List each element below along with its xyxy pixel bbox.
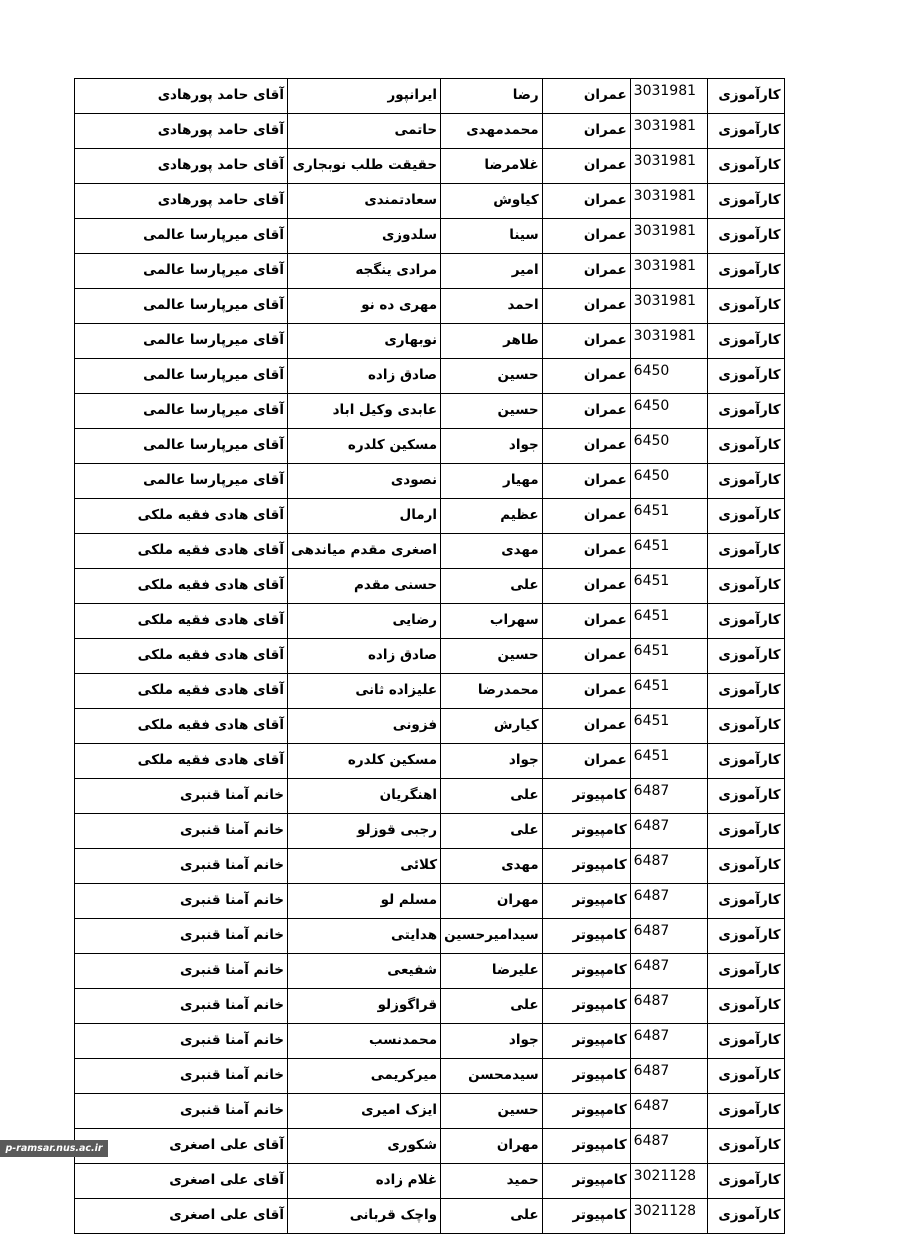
supervisor-cell: آقای حامد پورهادی — [75, 149, 288, 184]
last-name-cell: محمدنسب — [288, 1024, 441, 1059]
internship-type-cell: کارآموزی — [707, 289, 784, 324]
course-code-cell: 6487 — [630, 919, 707, 954]
table-row — [75, 1199, 785, 1234]
last-name-cell: میرکریمی — [288, 1059, 441, 1094]
supervisor-cell: آقای هادی فقیه ملکی — [75, 604, 288, 639]
first-name-cell: سهراب — [441, 604, 543, 639]
internship-type-cell: کارآموزی — [707, 359, 784, 394]
first-name-cell: حسین — [441, 1094, 543, 1129]
first-name-cell: محمدمهدی — [441, 114, 543, 149]
course-code-cell: 6450 — [630, 464, 707, 499]
table-row — [75, 849, 785, 884]
major-cell: کامپیوتر — [542, 1164, 630, 1199]
last-name-cell: غلام زاده — [288, 1164, 441, 1199]
last-name-cell: مسکین کلدره — [288, 744, 441, 779]
major-cell: عمران — [542, 429, 630, 464]
last-name-cell: شفیعی — [288, 954, 441, 989]
internship-type-cell: کارآموزی — [707, 499, 784, 534]
table-row — [75, 149, 785, 184]
major-cell: عمران — [542, 289, 630, 324]
first-name-cell: علی — [441, 814, 543, 849]
supervisor-cell: خانم آمنا قنبری — [75, 849, 288, 884]
internship-type-cell: کارآموزی — [707, 1199, 784, 1234]
course-code-cell: 6487 — [630, 954, 707, 989]
supervisor-cell: آقای هادی فقیه ملکی — [75, 639, 288, 674]
course-code-cell: 3021128 — [630, 1199, 707, 1234]
major-cell: عمران — [542, 744, 630, 779]
first-name-cell: جواد — [441, 1024, 543, 1059]
supervisor-cell: خانم آمنا قنبری — [75, 814, 288, 849]
major-cell: کامپیوتر — [542, 1199, 630, 1234]
course-code-cell: 6487 — [630, 779, 707, 814]
internship-type-cell: کارآموزی — [707, 604, 784, 639]
last-name-cell: شکوری — [288, 1129, 441, 1164]
first-name-cell: مهیار — [441, 464, 543, 499]
major-cell: عمران — [542, 569, 630, 604]
major-cell: عمران — [542, 534, 630, 569]
internship-type-cell: کارآموزی — [707, 709, 784, 744]
first-name-cell: عظیم — [441, 499, 543, 534]
last-name-cell: نوبهاری — [288, 324, 441, 359]
course-code-cell: 6451 — [630, 744, 707, 779]
supervisor-cell: آقای میرپارسا عالمی — [75, 464, 288, 499]
major-cell: عمران — [542, 464, 630, 499]
major-cell: کامپیوتر — [542, 814, 630, 849]
last-name-cell: نصودی — [288, 464, 441, 499]
internship-type-cell: کارآموزی — [707, 989, 784, 1024]
major-cell: کامپیوتر — [542, 1024, 630, 1059]
internship-type-cell: کارآموزی — [707, 149, 784, 184]
internship-type-cell: کارآموزی — [707, 674, 784, 709]
supervisor-cell: آقای میرپارسا عالمی — [75, 394, 288, 429]
major-cell: عمران — [542, 674, 630, 709]
supervisor-cell: آقای میرپارسا عالمی — [75, 324, 288, 359]
supervisor-cell: خانم آمنا قنبری — [75, 779, 288, 814]
major-cell: کامپیوتر — [542, 779, 630, 814]
internship-type-cell: کارآموزی — [707, 814, 784, 849]
table-row — [75, 1024, 785, 1059]
table-row — [75, 499, 785, 534]
table-row — [75, 639, 785, 674]
table-row — [75, 429, 785, 464]
course-code-cell: 6487 — [630, 884, 707, 919]
internship-type-cell: کارآموزی — [707, 849, 784, 884]
internship-type-cell: کارآموزی — [707, 429, 784, 464]
table-row — [75, 79, 785, 114]
internship-type-cell: کارآموزی — [707, 1164, 784, 1199]
last-name-cell: قراگوزلو — [288, 989, 441, 1024]
first-name-cell: علی — [441, 569, 543, 604]
first-name-cell: علی — [441, 779, 543, 814]
course-code-cell: 6450 — [630, 359, 707, 394]
first-name-cell: کیاوش — [441, 184, 543, 219]
major-cell: کامپیوتر — [542, 1094, 630, 1129]
internship-type-cell: کارآموزی — [707, 464, 784, 499]
course-code-cell: 6450 — [630, 429, 707, 464]
first-name-cell: علی — [441, 1199, 543, 1234]
table-row — [75, 184, 785, 219]
last-name-cell: اصغری مقدم میاندهی — [288, 534, 441, 569]
last-name-cell: مهری ده نو — [288, 289, 441, 324]
first-name-cell: حمید — [441, 1164, 543, 1199]
course-code-cell: 6487 — [630, 849, 707, 884]
first-name-cell: حسین — [441, 359, 543, 394]
table-row — [75, 604, 785, 639]
supervisor-cell: آقای علی اصغری — [75, 1129, 288, 1164]
major-cell: عمران — [542, 604, 630, 639]
internship-type-cell: کارآموزی — [707, 569, 784, 604]
internship-type-cell: کارآموزی — [707, 954, 784, 989]
table-row — [75, 394, 785, 429]
table-row — [75, 709, 785, 744]
course-code-cell: 6451 — [630, 569, 707, 604]
course-code-cell: 6450 — [630, 394, 707, 429]
supervisor-cell: آقای حامد پورهادی — [75, 79, 288, 114]
table-row — [75, 1129, 785, 1164]
major-cell: عمران — [542, 324, 630, 359]
course-code-cell: 6487 — [630, 814, 707, 849]
major-cell: کامپیوتر — [542, 1129, 630, 1164]
internship-assignment-table — [74, 78, 785, 1234]
first-name-cell: حسین — [441, 639, 543, 674]
supervisor-cell: خانم آمنا قنبری — [75, 1059, 288, 1094]
major-cell: عمران — [542, 254, 630, 289]
supervisor-cell: آقای حامد پورهادی — [75, 184, 288, 219]
table-row — [75, 289, 785, 324]
table-row — [75, 359, 785, 394]
major-cell: عمران — [542, 394, 630, 429]
supervisor-cell: خانم آمنا قنبری — [75, 884, 288, 919]
major-cell: عمران — [542, 114, 630, 149]
table-row — [75, 254, 785, 289]
internship-type-cell: کارآموزی — [707, 884, 784, 919]
last-name-cell: صادق زاده — [288, 359, 441, 394]
supervisor-cell: آقای میرپارسا عالمی — [75, 429, 288, 464]
first-name-cell: محمدرضا — [441, 674, 543, 709]
supervisor-cell: خانم آمنا قنبری — [75, 989, 288, 1024]
internship-type-cell: کارآموزی — [707, 114, 784, 149]
course-code-cell: 6487 — [630, 1059, 707, 1094]
major-cell: عمران — [542, 499, 630, 534]
last-name-cell: واچک قربانی — [288, 1199, 441, 1234]
major-cell: عمران — [542, 79, 630, 114]
major-cell: کامپیوتر — [542, 884, 630, 919]
first-name-cell: علیرضا — [441, 954, 543, 989]
last-name-cell: ارمال — [288, 499, 441, 534]
first-name-cell: کیارش — [441, 709, 543, 744]
internship-type-cell: کارآموزی — [707, 639, 784, 674]
first-name-cell: علی — [441, 989, 543, 1024]
first-name-cell: مهران — [441, 884, 543, 919]
last-name-cell: رجبی قوزلو — [288, 814, 441, 849]
first-name-cell: سیدمحسن — [441, 1059, 543, 1094]
internship-type-cell: کارآموزی — [707, 1094, 784, 1129]
course-code-cell: 6487 — [630, 1129, 707, 1164]
table-row — [75, 464, 785, 499]
course-code-cell: 3021128 — [630, 1164, 707, 1199]
table-row — [75, 744, 785, 779]
table-row — [75, 1094, 785, 1129]
last-name-cell: اهنگریان — [288, 779, 441, 814]
table-row — [75, 814, 785, 849]
first-name-cell: جواد — [441, 429, 543, 464]
last-name-cell: مسلم لو — [288, 884, 441, 919]
major-cell: عمران — [542, 184, 630, 219]
course-code-cell: 6451 — [630, 674, 707, 709]
course-code-cell: 3031981 — [630, 254, 707, 289]
supervisor-cell: آقای میرپارسا عالمی — [75, 289, 288, 324]
last-name-cell: ایرانپور — [288, 79, 441, 114]
course-code-cell: 3031981 — [630, 324, 707, 359]
table-row — [75, 114, 785, 149]
course-code-cell: 3031981 — [630, 219, 707, 254]
major-cell: عمران — [542, 639, 630, 674]
last-name-cell: مسکین کلدره — [288, 429, 441, 464]
last-name-cell: رضایی — [288, 604, 441, 639]
last-name-cell: فزونی — [288, 709, 441, 744]
table-row — [75, 534, 785, 569]
first-name-cell: جواد — [441, 744, 543, 779]
first-name-cell: غلامرضا — [441, 149, 543, 184]
internship-type-cell: کارآموزی — [707, 744, 784, 779]
last-name-cell: حسنی مقدم — [288, 569, 441, 604]
course-code-cell: 3031981 — [630, 184, 707, 219]
course-code-cell: 3031981 — [630, 114, 707, 149]
table-body — [75, 79, 785, 1234]
supervisor-cell: آقای علی اصغری — [75, 1164, 288, 1199]
table-row — [75, 1059, 785, 1094]
supervisor-cell: آقای هادی فقیه ملکی — [75, 709, 288, 744]
internship-type-cell: کارآموزی — [707, 254, 784, 289]
last-name-cell: علیزاده ثانی — [288, 674, 441, 709]
internship-type-cell: کارآموزی — [707, 324, 784, 359]
course-code-cell: 6487 — [630, 1024, 707, 1059]
major-cell: عمران — [542, 709, 630, 744]
supervisor-cell: آقای حامد پورهادی — [75, 114, 288, 149]
last-name-cell: مرادی ینگجه — [288, 254, 441, 289]
course-code-cell: 6451 — [630, 639, 707, 674]
supervisor-cell: خانم آمنا قنبری — [75, 1024, 288, 1059]
supervisor-cell: آقای میرپارسا عالمی — [75, 359, 288, 394]
internship-type-cell: کارآموزی — [707, 1024, 784, 1059]
supervisor-cell: آقای هادی فقیه ملکی — [75, 534, 288, 569]
course-code-cell: 6451 — [630, 604, 707, 639]
major-cell: عمران — [542, 359, 630, 394]
first-name-cell: مهران — [441, 1129, 543, 1164]
table-row — [75, 919, 785, 954]
supervisor-cell: آقای هادی فقیه ملکی — [75, 569, 288, 604]
supervisor-cell: آقای علی اصغری — [75, 1199, 288, 1234]
table-row — [75, 674, 785, 709]
table-row — [75, 989, 785, 1024]
major-cell: کامپیوتر — [542, 1059, 630, 1094]
first-name-cell: مهدی — [441, 849, 543, 884]
major-cell: عمران — [542, 219, 630, 254]
first-name-cell: احمد — [441, 289, 543, 324]
major-cell: کامپیوتر — [542, 989, 630, 1024]
major-cell: کامپیوتر — [542, 849, 630, 884]
internship-type-cell: کارآموزی — [707, 534, 784, 569]
table-row — [75, 219, 785, 254]
last-name-cell: سعادتمندی — [288, 184, 441, 219]
table-row — [75, 324, 785, 359]
last-name-cell: حاتمی — [288, 114, 441, 149]
course-code-cell: 3031981 — [630, 289, 707, 324]
internship-type-cell: کارآموزی — [707, 779, 784, 814]
internship-type-cell: کارآموزی — [707, 394, 784, 429]
supervisor-cell: آقای هادی فقیه ملکی — [75, 674, 288, 709]
last-name-cell: صادق زاده — [288, 639, 441, 674]
last-name-cell: عابدی وکیل اباد — [288, 394, 441, 429]
last-name-cell: ایزک امیری — [288, 1094, 441, 1129]
supervisor-cell: خانم آمنا قنبری — [75, 1094, 288, 1129]
first-name-cell: سیدامیرحسین — [441, 919, 543, 954]
last-name-cell: هدایتی — [288, 919, 441, 954]
last-name-cell: سلدوزی — [288, 219, 441, 254]
supervisor-cell: آقای میرپارسا عالمی — [75, 254, 288, 289]
supervisor-cell: خانم آمنا قنبری — [75, 919, 288, 954]
table-row — [75, 1164, 785, 1199]
first-name-cell: امیر — [441, 254, 543, 289]
internship-type-cell: کارآموزی — [707, 1129, 784, 1164]
supervisor-cell: آقای هادی فقیه ملکی — [75, 499, 288, 534]
course-code-cell: 6487 — [630, 989, 707, 1024]
supervisor-cell: خانم آمنا قنبری — [75, 954, 288, 989]
internship-type-cell: کارآموزی — [707, 184, 784, 219]
first-name-cell: طاهر — [441, 324, 543, 359]
first-name-cell: حسین — [441, 394, 543, 429]
first-name-cell: مهدی — [441, 534, 543, 569]
course-code-cell: 6487 — [630, 1094, 707, 1129]
course-code-cell: 6451 — [630, 534, 707, 569]
first-name-cell: سینا — [441, 219, 543, 254]
course-code-cell: 3031981 — [630, 79, 707, 114]
course-code-cell: 6451 — [630, 499, 707, 534]
internship-type-cell: کارآموزی — [707, 1059, 784, 1094]
internship-type-cell: کارآموزی — [707, 219, 784, 254]
course-code-cell: 3031981 — [630, 149, 707, 184]
major-cell: کامپیوتر — [542, 919, 630, 954]
supervisor-cell: آقای هادی فقیه ملکی — [75, 744, 288, 779]
course-code-cell: 6451 — [630, 709, 707, 744]
table-row — [75, 954, 785, 989]
internship-type-cell: کارآموزی — [707, 919, 784, 954]
internship-type-cell: کارآموزی — [707, 79, 784, 114]
last-name-cell: کلائی — [288, 849, 441, 884]
last-name-cell: حقیقت طلب نوبجاری — [288, 149, 441, 184]
major-cell: عمران — [542, 149, 630, 184]
site-url-tag: p-ramsar.nus.ac.ir — [0, 1140, 108, 1157]
supervisor-cell: آقای میرپارسا عالمی — [75, 219, 288, 254]
table-row — [75, 779, 785, 814]
table-row — [75, 884, 785, 919]
major-cell: کامپیوتر — [542, 954, 630, 989]
table-row — [75, 569, 785, 604]
first-name-cell: رضا — [441, 79, 543, 114]
